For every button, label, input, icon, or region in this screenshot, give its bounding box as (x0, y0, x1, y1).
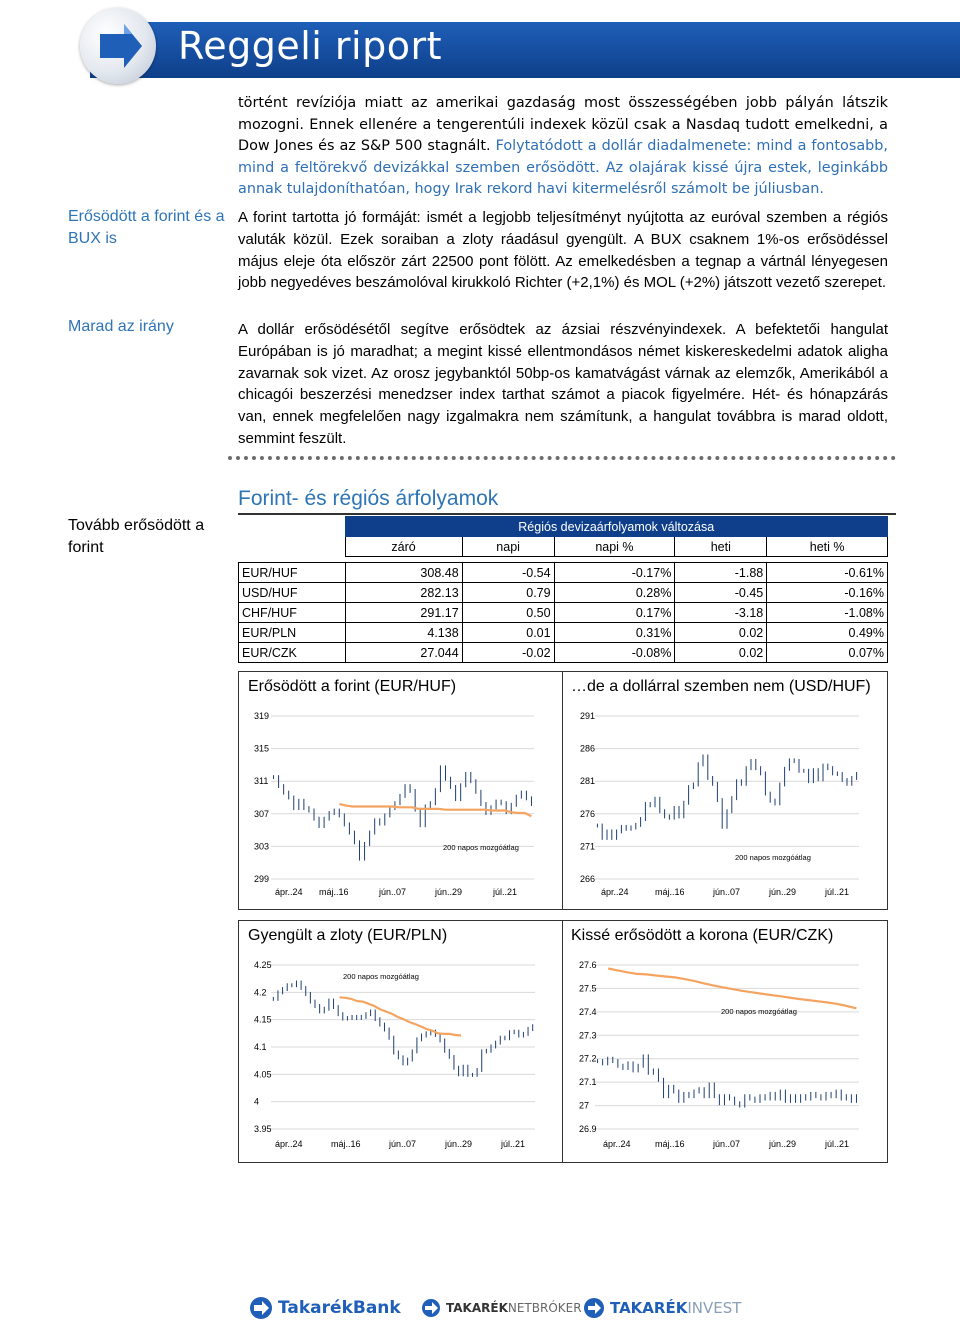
chart-panel-top (238, 671, 888, 910)
x-tick-label: júl..21 (501, 1139, 526, 1149)
y-tick-label: 299 (254, 874, 270, 884)
chart-eurpln-svg (239, 951, 561, 1160)
table-row (239, 643, 888, 663)
sidebar-heading-marad: Marad az irány (68, 318, 174, 335)
fx-daily-pct: 0.28% (554, 583, 675, 603)
y-tick-label: 27.1 (579, 1077, 597, 1088)
fx-pair: EUR/CZK (239, 643, 346, 663)
chart-title-eurhuf: Erősödött a forint (EUR/HUF) (248, 678, 457, 695)
fx-weekly: 0.02 (675, 623, 767, 643)
arrow-logo-svg (80, 8, 156, 84)
chart-usdhuf-svg (563, 702, 886, 907)
fx-header-weekly-pct: heti % (767, 537, 888, 557)
fx-weekly: 0.02 (675, 643, 767, 663)
y-tick-label: 27.3 (579, 1030, 597, 1041)
y-tick-label: 319 (254, 711, 270, 721)
intro-text-3: Az olajárak kissé újra estek, leginkább annak tulajdoníthatóan, hogy Irak rekord havi kitermelésről számolt be júliusban. (238, 159, 888, 197)
x-tick-label: máj..16 (655, 1139, 685, 1149)
fx-daily-pct: 0.31% (554, 623, 675, 643)
y-tick-label: 4.05 (254, 1069, 272, 1080)
fx-weekly: -1.88 (675, 563, 767, 583)
x-tick-label: máj..16 (655, 887, 685, 897)
fx-weekly-pct: -0.61% (767, 563, 888, 583)
intro-text-2: Folytatódott a dollár diadalmenete: mind a fontosabb, mind a feltörekvő devizákkal szemben erősödött. (238, 138, 889, 176)
fx-weekly-pct: 0.49% (767, 623, 888, 643)
y-tick-label: 27.2 (579, 1053, 597, 1064)
x-tick-label: ápr..24 (601, 887, 629, 897)
y-tick-label: 315 (254, 743, 270, 754)
y-tick-label: 281 (580, 776, 596, 787)
footer-logo-takarekbank (248, 1296, 401, 1320)
y-tick-label: 271 (580, 841, 596, 852)
netbroker-logo-icon (420, 1298, 442, 1318)
fx-daily: -0.02 (462, 643, 554, 663)
table-row (239, 623, 888, 643)
intro-paragraph (238, 93, 888, 201)
x-tick-label: jún..29 (435, 887, 463, 897)
fx-close: 308.48 (345, 563, 462, 583)
report-banner (0, 0, 960, 88)
chart-eurpln (239, 951, 561, 1165)
x-tick-label: ápr..24 (275, 1139, 303, 1149)
y-tick-label: 266 (580, 874, 596, 884)
x-tick-label: jún..07 (713, 1139, 741, 1149)
moving-average-label: 200 napos mozgóátlag (735, 853, 811, 862)
chart-eurhuf-svg (239, 702, 561, 907)
y-tick-label: 26.9 (579, 1124, 597, 1134)
invest-logo-icon (582, 1297, 606, 1319)
fx-header-close: záró (345, 537, 462, 557)
footer-logo-invest (582, 1297, 741, 1319)
body-paragraph-1: A forint tartotta jó formáját: ismét a legjobb teljesítményt nyújtotta az euróval szemben a régiós valuták közül. Ezek soraiban a zloty ráadásul gyengült. A BUX csaknem 1%-os erősödéssel május eleje óta először zárt 22500 pont fölött. Az emelkedésben a tegnap a vártnál lényegesen jobb negyedéves beszámolóval kirukkoló Richter (+2,1%) és MOL (+2%) játszott vezető szerepet. (238, 209, 888, 292)
banner-title: Reggeli riport (178, 24, 442, 68)
footer-logo-netbroker (420, 1298, 582, 1318)
y-tick-label: 27.4 (579, 1006, 597, 1017)
chart-eurczk-svg (563, 951, 886, 1160)
moving-average-label: 200 napos mozgóátlag (343, 972, 419, 981)
y-tick-label: 4.25 (254, 960, 272, 970)
netbroker-logo-text-a: TAKARÉK (446, 1301, 508, 1315)
sidebar-heading-tovabb: Tovább erősödött a forint (68, 517, 205, 556)
y-tick-label: 4 (254, 1096, 260, 1107)
section-divider (228, 456, 896, 460)
fx-table (238, 516, 888, 663)
table-row (239, 603, 888, 623)
fx-table-title: Régiós devizaárfolyamok változása (345, 517, 888, 537)
chart-usdhuf (563, 702, 886, 912)
chart-eurczk (563, 951, 886, 1165)
fx-close: 282.13 (345, 583, 462, 603)
fx-pair: EUR/HUF (239, 563, 346, 583)
chart-title-eurczk: Kissé erősödött a korona (EUR/CZK) (571, 927, 834, 944)
y-tick-label: 291 (580, 711, 596, 721)
body-paragraph-2: A dollár erősödésétől segítve erősödtek az ázsiai részvényindexek. A befektetői hangulat Európában is jó maradhat; a megint kissé ellentmondásos német kiskereskedelmi adatok aligha zavarnak sok vizet. Az orosz jegybanktól 50bp-os kamatvágást várnak az elemzők, Amerikából a chicagói beszerzési menedzser index tarthat számot a piacok figyelmére. Hét- és hónapzárás van, ennek megfelelően nagy izgalmakra nem számítunk, a hangulat továbbra is marad oldott, semmint feszült. (238, 321, 888, 447)
moving-average-line (339, 804, 531, 816)
x-tick-label: ápr..24 (603, 1139, 631, 1149)
fx-daily-pct: -0.08% (554, 643, 675, 663)
y-tick-label: 27.5 (579, 983, 597, 994)
y-tick-label: 276 (580, 808, 596, 819)
netbroker-logo-text-b: NETBRÓKER (507, 1301, 582, 1315)
fx-daily-pct: 0.17% (554, 603, 675, 623)
y-tick-label: 3.95 (254, 1124, 272, 1134)
x-tick-label: jún..07 (713, 887, 741, 897)
fx-close: 27.044 (345, 643, 462, 663)
x-tick-label: máj..16 (331, 1139, 361, 1149)
moving-average-label: 200 napos mozgóátlag (443, 843, 519, 852)
fx-daily-pct: -0.17% (554, 563, 675, 583)
chart-eurhuf (239, 702, 561, 912)
chart-title-usdhuf: …de a dollárral szemben nem (USD/HUF) (571, 678, 871, 695)
y-tick-label: 4.1 (254, 1042, 267, 1052)
fx-weekly-pct: -1.08% (767, 603, 888, 623)
fx-table-wrap (238, 516, 888, 663)
fx-pair: CHF/HUF (239, 603, 346, 623)
sidebar-heading-forint-bux: Erősödött a forint és a BUX is (68, 208, 225, 247)
fx-weekly-pct: -0.16% (767, 583, 888, 603)
takarekbank-logo-text: TakarékBank (278, 1298, 401, 1318)
intro-text-1: történt revíziója miatt az amerikai gazdaság most összességében jobb pályán látszik mozogni. Ennek ellenére a tengerentúli indexek közül csak a Nasdaq tudott emelkedni, a Dow Jones és az S&P 500 stagnált. (238, 95, 888, 154)
invest-logo-text-a: TAKARÉK (610, 1299, 688, 1317)
fx-daily: 0.50 (462, 603, 554, 623)
fx-daily: 0.79 (462, 583, 554, 603)
fx-pair: EUR/PLN (239, 623, 346, 643)
x-tick-label: jún..07 (389, 1139, 417, 1149)
fx-weekly: -0.45 (675, 583, 767, 603)
table-row (239, 583, 888, 603)
x-tick-label: jún..07 (379, 887, 407, 897)
x-tick-label: jún..29 (769, 887, 797, 897)
x-tick-label: ápr..24 (275, 887, 303, 897)
fx-section-rule (238, 513, 896, 515)
arrow-logo-icon (80, 8, 156, 84)
fx-header-daily: napi (462, 537, 554, 557)
y-tick-label: 307 (254, 808, 270, 819)
x-tick-label: júl..21 (493, 887, 518, 897)
fx-weekly: -3.18 (675, 603, 767, 623)
table-row (239, 563, 888, 583)
y-tick-label: 4.15 (254, 1014, 272, 1025)
y-tick-label: 27.6 (579, 960, 597, 970)
y-tick-label: 27 (579, 1100, 590, 1111)
fx-close: 4.138 (345, 623, 462, 643)
chart-panel-bottom (238, 920, 888, 1163)
x-tick-label: jún..29 (445, 1139, 473, 1149)
x-tick-label: máj..16 (319, 887, 349, 897)
fx-close: 291.17 (345, 603, 462, 623)
fx-daily: 0.01 (462, 623, 554, 643)
moving-average-line (340, 997, 462, 1035)
x-tick-label: júl..21 (825, 887, 850, 897)
y-tick-label: 303 (254, 841, 270, 852)
moving-average-label: 200 napos mozgóátlag (721, 1007, 797, 1016)
fx-daily: -0.54 (462, 563, 554, 583)
fx-header-daily-pct: napi % (554, 537, 675, 557)
invest-logo-text-b: INVEST (687, 1299, 742, 1317)
fx-header-weekly: heti (675, 537, 767, 557)
chart-title-eurpln: Gyengült a zloty (EUR/PLN) (248, 927, 448, 944)
x-tick-label: jún..29 (769, 1139, 797, 1149)
takarekbank-logo-icon (248, 1296, 274, 1320)
fx-pair: USD/HUF (239, 583, 346, 603)
y-tick-label: 311 (254, 776, 269, 787)
y-tick-label: 4.2 (254, 987, 267, 998)
fx-weekly-pct: 0.07% (767, 643, 888, 663)
y-tick-label: 286 (580, 743, 596, 754)
x-tick-label: júl..21 (825, 1139, 850, 1149)
fx-section-title: Forint- és régiós árfolyamok (238, 487, 499, 510)
